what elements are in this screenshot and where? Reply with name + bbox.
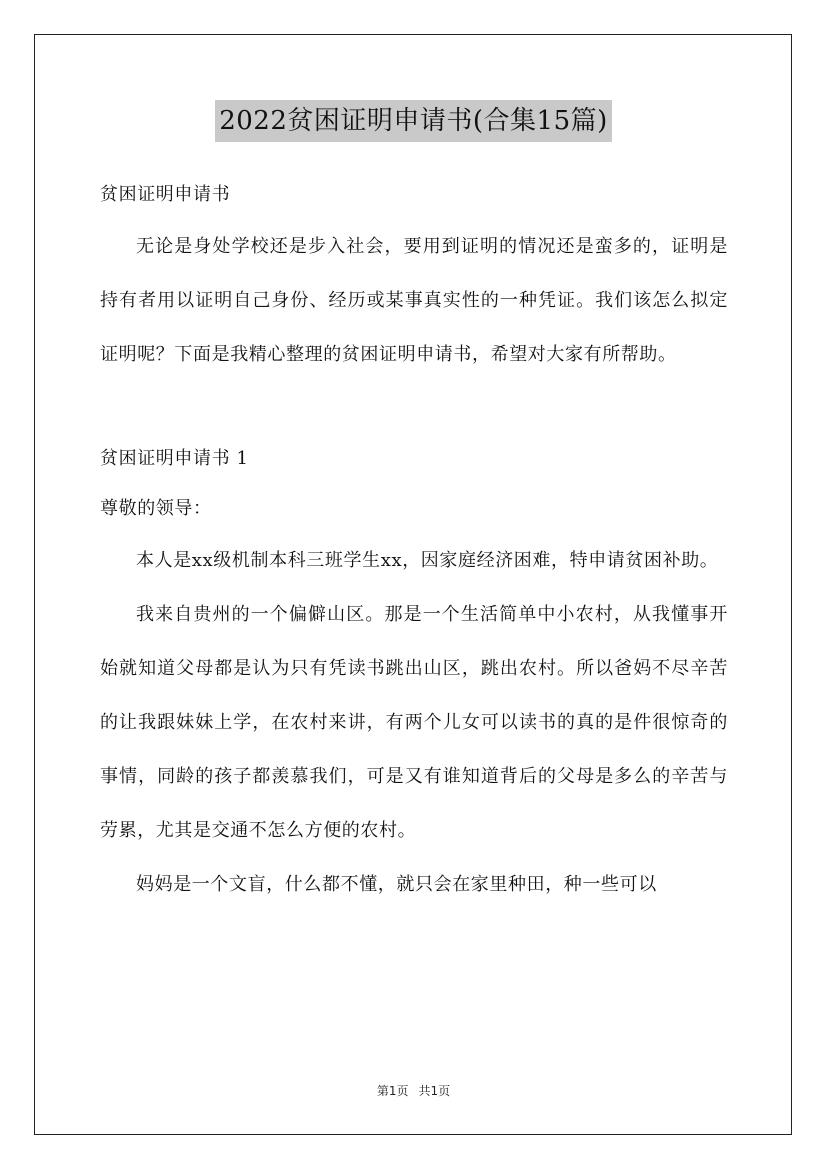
letter-heading: 贫困证明申请书 1 bbox=[100, 448, 249, 469]
title-wrap bbox=[0, 100, 827, 142]
page-footer bbox=[0, 1082, 827, 1099]
body-paragraph: 本人是xx级机制本科三班学生xx，因家庭经济困难，特申请贫困补助。 bbox=[136, 550, 719, 571]
section-heading: 贫困证明申请书 bbox=[100, 184, 231, 205]
document-title: 2022贫困证明申请书(合集15篇) bbox=[215, 100, 612, 142]
page-number: 第1页 bbox=[376, 1084, 409, 1098]
document-body bbox=[100, 170, 728, 912]
salutation: 尊敬的领导： bbox=[100, 498, 212, 519]
body-paragraph: 妈妈是一个文盲，什么都不懂，就只会在家里种田，种一些可以 bbox=[136, 874, 657, 895]
body-paragraph: 我来自贵州的一个偏僻山区。那是一个生活简单中小农村，从我懂事开始就知道父母都是认为只有凭读书跳出山区，跳出农村。所以爸妈不尽辛苦的让我跟妹妹上学，在农村来讲，有两个儿女可以读书的真的是件很惊奇的事情，同龄的孩子都羡慕我们，可是又有谁知道背后的父母是多么的辛苦与劳累，尤其是交通不怎么方便的农村。 bbox=[100, 604, 728, 841]
page-total: 共1页 bbox=[418, 1084, 451, 1098]
intro-paragraph: 无论是身处学校还是步入社会，要用到证明的情况还是蛮多的，证明是持有者用以证明自己身份、经历或某事真实性的一种凭证。我们该怎么拟定证明呢？下面是我精心整理的贫困证明申请书，希望对大家有所帮助。 bbox=[100, 236, 728, 365]
section-spacer bbox=[100, 382, 728, 434]
